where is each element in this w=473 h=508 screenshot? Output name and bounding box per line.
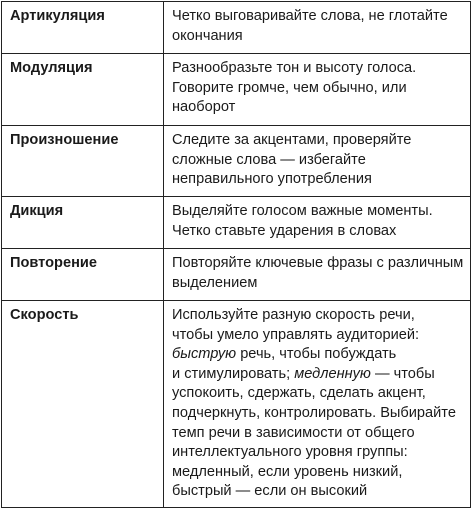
term-cell: Произношение — [2, 126, 164, 197]
description-cell — [164, 249, 471, 301]
speech-techniques-table — [1, 1, 471, 508]
description-cell — [164, 54, 471, 126]
description-fragment: речь, чтобы побуждать — [236, 346, 397, 363]
table-row — [2, 249, 471, 301]
description-line: выделением — [172, 274, 258, 291]
description-fragment: — чтобы — [370, 365, 435, 382]
description-line: медленный, если уровень низкий, — [172, 463, 403, 480]
description-line: интеллектуального уровня группы: — [172, 444, 408, 461]
description-line: успокоить, сдержать, сделать акцент, — [172, 385, 426, 402]
table-row — [2, 197, 471, 249]
description-cell — [164, 301, 471, 508]
description-line: Четко ставьте ударения в словах — [172, 222, 397, 239]
emphasis-slow: медленную — [294, 365, 371, 382]
description-line: Следите за акцентами, проверяйте — [172, 132, 412, 148]
term-cell: Повторение — [2, 249, 164, 301]
description-line — [172, 345, 464, 365]
table-row — [2, 54, 471, 126]
description-cell — [164, 126, 471, 197]
description-line: быстрый — если он высокий — [172, 483, 368, 500]
description-line: окончания — [172, 27, 243, 44]
term-cell: Артикуляция — [2, 2, 164, 54]
description-line — [172, 365, 464, 385]
description-line: Четко выговаривайте слова, не глотайте — [172, 8, 448, 24]
description-line: неправильного употребления — [172, 171, 372, 188]
description-line: подчеркнуть, контролировать. Выбирайте — [172, 404, 456, 421]
description-line: Разнообразьте тон и высоту голоса. — [172, 60, 417, 76]
description-line: Выделяйте голосом важные моменты. — [172, 203, 433, 219]
emphasis-fast: быструю — [172, 346, 237, 363]
table-row — [2, 2, 471, 54]
table-row — [2, 126, 471, 197]
term-cell: Дикция — [2, 197, 164, 249]
description-line: чтобы умело управлять аудиторией: — [172, 326, 420, 343]
term-cell: Модуляция — [2, 54, 164, 126]
description-line: Используйте разную скорость речи, — [172, 307, 415, 323]
description-cell — [164, 2, 471, 54]
description-line: темп речи в зависимости от общего — [172, 424, 415, 441]
term-cell: Скорость — [2, 301, 164, 508]
description-line: Говорите громче, чем обычно, или — [172, 79, 407, 96]
table-row — [2, 301, 471, 508]
description-cell — [164, 197, 471, 249]
description-line: сложные слова — избегайте — [172, 151, 366, 168]
description-line: наоборот — [172, 99, 236, 116]
description-fragment: и стимулировать; — [172, 365, 295, 382]
description-line: Повторяйте ключевые фразы с различным — [172, 255, 464, 271]
